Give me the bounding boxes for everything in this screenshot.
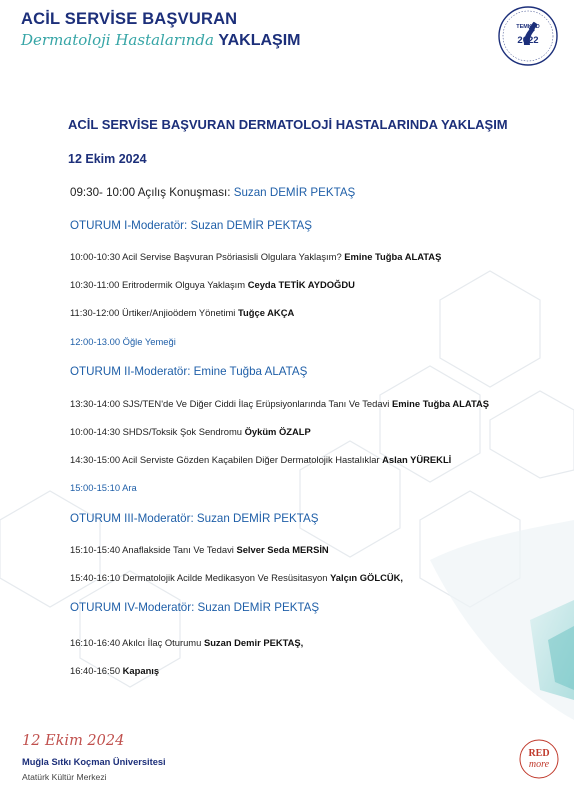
schedule-item [70, 279, 355, 290]
item-speaker: Yalçın GÖLCÜK, [330, 572, 403, 583]
item-speaker: Suzan Demir PEKTAŞ, [203, 637, 304, 648]
item-time: 16:40-16:50 [70, 665, 121, 676]
item-time: 13:30-14:00 [70, 398, 121, 409]
session-heading: OTURUM I-Moderatör: Suzan DEMİR PEKTAŞ [70, 219, 313, 232]
red-logo-line2: more [528, 759, 550, 770]
schedule-item [70, 544, 329, 555]
item-speaker: Kapanış [122, 665, 160, 676]
schedule-item [70, 454, 451, 465]
item-speaker: Suzan DEMİR PEKTAŞ [233, 186, 356, 199]
item-text: SJS/TEN'de Ve Diğer Ciddi İlaç Erüpsiyonlarında Tanı Ve Tedavi [122, 398, 390, 409]
schedule-item [70, 572, 403, 583]
schedule-item [70, 482, 137, 493]
item-speaker: Öyküm ÖZALP [244, 426, 311, 437]
header-subtitle-italic: Dermatoloji Hastalarında [21, 31, 214, 49]
opening-item [70, 186, 355, 199]
item-time: 15:40-16:10 [70, 572, 121, 583]
item-time: 10:00-14:30 [70, 426, 121, 437]
footer-venue: Atatürk Kültür Merkezi [22, 772, 107, 782]
program-title: ACİL SERVİSE BAŞVURAN DERMATOLOJİ HASTALARINDA YAKLAŞIM [68, 117, 508, 132]
item-text: Eritrodermik Olguya Yaklaşım [121, 279, 246, 290]
item-time: 11:30-12:00 [70, 307, 120, 318]
item-time: 12:00-13.00 [70, 336, 121, 347]
item-speaker: Aslan YÜREKLİ [382, 454, 452, 465]
item-time: 16:10-16:40 [70, 637, 121, 648]
item-text: Acil Serviste Gözden Kaçabilen Diğer Dermatolojik Hastalıklar [122, 454, 380, 465]
header-title: ACİL SERVİSE BAŞVURAN [21, 10, 238, 28]
red-logo-line1: RED [528, 748, 550, 759]
item-text: Öğle Yemeği [122, 336, 176, 347]
item-text: Akılcı İlaç Oturumu [122, 637, 202, 648]
item-speaker: Ceyda TETİK AYDOĞDU [247, 279, 355, 290]
logo-brand: TEMKAD [516, 24, 540, 30]
schedule-item [70, 665, 159, 676]
schedule-item [70, 398, 489, 409]
item-speaker: Tuğçe AKÇA [238, 307, 295, 318]
item-time: 15:00-15:10 [70, 482, 121, 493]
session-heading: OTURUM IV-Moderatör: Suzan DEMİR PEKTAŞ [70, 601, 320, 614]
footer-date: 12 Ekim 2024 [22, 733, 125, 749]
item-text: SHDS/Toksik Şok Sendromu [122, 426, 242, 437]
schedule-item [70, 426, 311, 437]
microscope-logo-icon [497, 5, 559, 67]
session-heading: OTURUM III-Moderatör: Suzan DEMİR PEKTAŞ [70, 512, 319, 525]
item-speaker: Selver Seda MERSİN [236, 544, 329, 555]
item-text: Ürtiker/Anjioödem Yönetimi [121, 307, 236, 318]
item-time: 14:30-15:00 [70, 454, 121, 465]
item-text: Ara [122, 482, 137, 493]
item-speaker: Emine Tuğba ALATAŞ [391, 398, 490, 409]
schedule-item [70, 637, 303, 648]
item-text: Dermatolojik Acilde Medikasyon Ve Resüsitasyon [122, 572, 328, 583]
item-text: Anaflakside Tanı Ve Tedavi [122, 544, 234, 555]
item-time: 09:30- 10:00 [70, 186, 136, 199]
item-time: 10:00-10:30 [70, 251, 121, 262]
item-time: 10:30-11:00 [70, 279, 120, 290]
logo-year: 2022 [517, 35, 539, 46]
item-speaker: Emine Tuğba ALATAŞ [344, 251, 442, 262]
item-time: 15:10-15:40 [70, 544, 121, 555]
session-heading: OTURUM II-Moderatör: Emine Tuğba ALATAŞ [70, 365, 308, 378]
footer-university: Muğla Sıtkı Koçman Üniversitesi [22, 757, 166, 767]
program-date: 12 Ekim 2024 [68, 152, 147, 166]
schedule-item [70, 336, 176, 347]
header-subtitle-bold: YAKLAŞIM [218, 32, 301, 49]
red-and-more-logo-icon [518, 738, 560, 780]
schedule-item [70, 307, 294, 318]
header-subtitle [21, 31, 301, 50]
item-text: Açılış Konuşması: [137, 186, 231, 199]
schedule-item [70, 251, 441, 262]
item-text: Acil Servise Başvuran Psöriasisli Olgulara Yaklaşım? [122, 251, 342, 262]
